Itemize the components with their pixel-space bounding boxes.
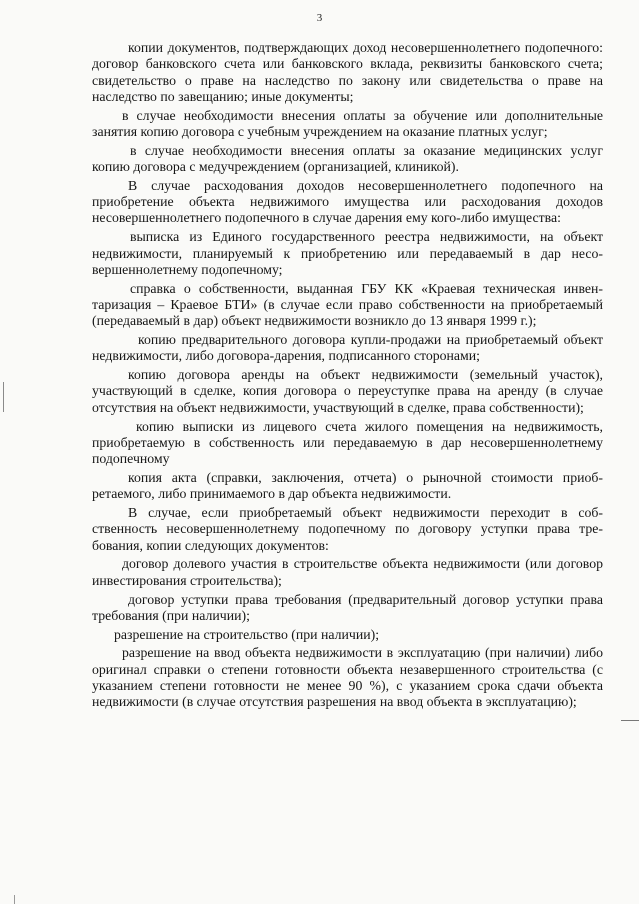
page-number: 3 [316,12,323,24]
scan-margin-mark-right [621,720,639,721]
paragraph-account-extract: копию выписки из лицевого счета жилого помещения на недвижимость, приобретаемую в собственность или передаваемую в дар несовершеннолетнему подопечному [92,418,603,467]
paragraph-education-payment: в случае необходимости внесения оплаты за обучение или дополнительные занятия копию договора с учебным учреждением на оказание платных услуг; [92,107,603,139]
paragraph-assignment-intro: В случае, если приобретаемый объект недвижимости переходит в собственность несовершеннолетнему подопечному по договору уступки права требования, копии следующих документов: [92,505,603,553]
paragraph-registry-extract: выписка из Единого государственного реестра недвижимости, на объект недвижимости, планируемый к приобретению или передаваемый в дар несовершеннолетнему подопечному; [92,229,603,277]
paragraph-lease-contract: копию договора аренды на объект недвижимости (земельный участок), участвующий в сделке, копия договора о переуступке права на аренду (в случае отсутствия на объект недвижимости, участвующий в сделке, права собственности); [92,367,603,415]
paragraph-valuation-act: копия акта (справки, заключения, отчета) о рыночной стоимости приобретаемого, либо принимаемого в дар объекта недвижимости. [92,469,603,502]
paragraph-assignment-contract: договор уступки права требования (предварительный договор уступки права требования (при наличии); [92,591,603,623]
paragraph-income-documents: копии документов, подтверждающих доход несовершеннолетнего подопечного: договор банковского счета или банковского вклада, реквизиты банковского счета; свидетельство о праве на наследство по закону или свидетельства о праве на наследство по завещанию; иные документы; [92,40,603,104]
paragraph-preliminary-contract: копию предварительного договора купли-продажи на приобретаемый объект недвижимости, либо договора-дарения, подписанного сторонами; [92,332,603,364]
scan-margin-mark-left [3,382,4,412]
paragraph-real-estate-intro: В случае расходования доходов несовершеннолетнего подопечного на приобретение объекта недвижимого имущества или расходования доходов несовершеннолетнего подопечного в случае дарения ему кого-либо имущества: [92,177,603,226]
paragraph-medical-payment: в случае необходимости внесения оплаты за оказание медицинских услуг копию договора с медучреждением (организацией, клиникой). [92,142,603,175]
paragraph-construction-permit: разрешение на строительство (при наличии); [114,626,380,642]
paragraph-commissioning-permit: разрешение на ввод объекта недвижимости в эксплуатацию (при наличии) либо оригинал справки о степени готовности объекта незавершенного строительства (с указанием степени готовности не менее 90 %), с указанием срока сдачи объекта недвижимости (в случае отсутствия разрешения на ввод объекта в эксплуатацию); [92,645,603,710]
scan-margin-mark-bottom [14,895,15,904]
paragraph-shared-construction: договор долевого участия в строительстве объекта недвижимости (или договор инвестирования строительства); [92,556,603,588]
paragraph-ownership-certificate: справка о собственности, выданная ГБУ КК «Краевая техническая инвентаризация – Краевое БТИ» (в случае если право собственности на приобретаемый (передаваемый в дар) объект недвижимости возникло до 13 января 1999 г.); [92,280,603,329]
document-body [92,40,603,713]
